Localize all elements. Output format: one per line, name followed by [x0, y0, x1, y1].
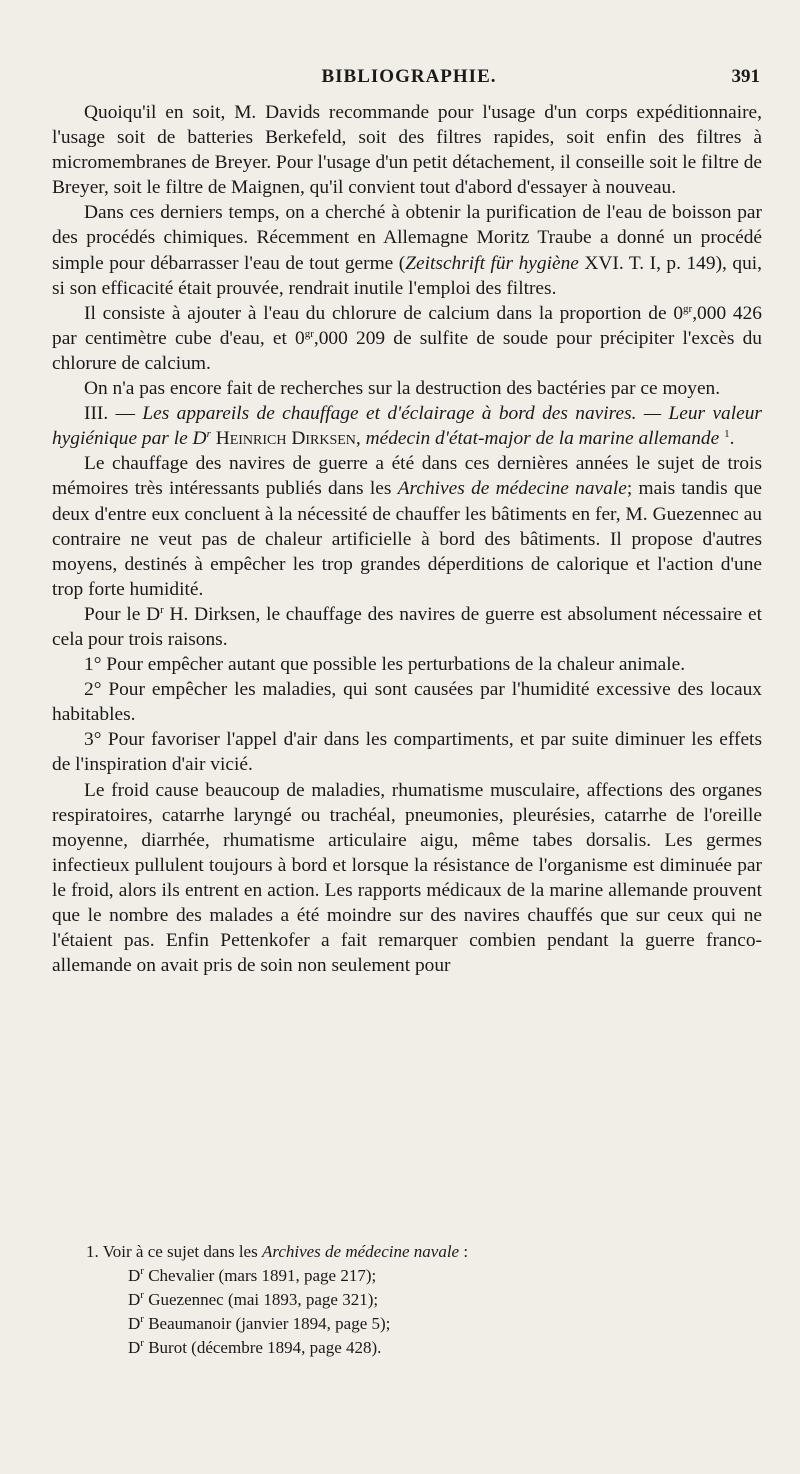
paragraph: On n'a pas encore fait de recherches sur la destruction des bactéries par ce moyen.: [84, 378, 721, 400]
text-span: D: [128, 1338, 141, 1357]
superscript: gr: [304, 327, 314, 340]
superscript: r: [140, 1313, 144, 1325]
footnote-item: [128, 1312, 756, 1336]
list-item: 1° Pour empêcher autant que possible les perturbations de la chaleur animale.: [84, 654, 686, 676]
text-span: Burot (décembre 1894, page 428).: [143, 1338, 382, 1357]
text-span: Pour le D: [84, 603, 161, 625]
journal-title: Archives de médecine navale: [261, 1242, 460, 1261]
text-span: XVI. T. I, p. 149), qui, si son efficacité était prouvée, rendrait inutile l'emploi des filtres.: [52, 252, 762, 299]
text-span: .: [729, 428, 735, 450]
text-span: Guezennec (mai 1893, page 321);: [143, 1290, 379, 1309]
superscript: gr: [683, 302, 693, 315]
journal-title: Zeitschrift für hygiène: [405, 252, 579, 274]
text-span: :: [459, 1242, 469, 1261]
paragraph: Quoiqu'il en soit, M. Davids recommande pour l'usage d'un corps expéditionnaire, l'usage soit de batteries Berkefeld, soit des filtres rapides, soit enfin des filtres à micromembranes de Breyer. Pour l'usage d'un petit détachement, il conseille soit le filtre de Breyer, soit le filtre de Maignen, qu'il convient tout d'abord d'essayer à nouveau.: [52, 102, 762, 199]
section-title: Les appareils de chauffage et d'éclairage à bord des navires. — Leur valeur hygiénique par le D: [52, 403, 762, 450]
text-span: Beaumanoir (janvier 1894, page 5);: [143, 1314, 391, 1333]
text-span: D: [128, 1266, 141, 1285]
section-title-cont: , médecin d'état-major de la marine allemande: [355, 428, 720, 450]
page-number: 391: [731, 66, 760, 87]
text-span: H. Dirksen, le chauffage des navires de guerre est absolument nécessaire et cela pour trois raisons.: [52, 603, 763, 650]
footnote-marker: 1: [724, 428, 730, 441]
superscript: r: [160, 603, 164, 616]
header-title: BIBLIOGRAPHIE.: [321, 66, 497, 87]
footnote-item: [128, 1264, 756, 1288]
running-header: [58, 66, 760, 96]
text-span: ,000 426 par centimètre cube d'eau, et 0: [52, 302, 762, 349]
journal-title: Archives de médecine navale: [397, 478, 627, 500]
superscript: r: [206, 428, 211, 441]
paragraph: [52, 200, 762, 300]
paragraph: [52, 301, 762, 376]
section-author: Heinrich Dirksen: [215, 428, 356, 450]
text-span: D: [128, 1290, 141, 1309]
list-item: 2° Pour empêcher les maladies, qui sont causées par l'humidité excessive des locaux habitables.: [52, 679, 762, 726]
text-span: Dans ces derniers temps, on a cherché à obtenir la purification de l'eau de boisson par des procédés chimiques. Récemment en Allemagne Moritz Traube a donné un procédé simple pour débarrasser l'eau de tout germe (: [52, 202, 762, 274]
paragraph: [52, 451, 762, 602]
superscript: r: [140, 1289, 144, 1301]
section-heading: [52, 401, 762, 451]
text-span: ,000 209 de sulfite de soude pour précipiter l'excès du chlorure de calcium.: [52, 327, 762, 374]
text-span: D: [128, 1314, 141, 1333]
footnote-item: [128, 1288, 756, 1312]
text-span: 1. Voir à ce sujet dans les: [86, 1242, 262, 1261]
list-item: 3° Pour favoriser l'appel d'air dans les compartiments, et par suite diminuer les effets de l'inspiration d'air vicié.: [52, 729, 762, 776]
text-span: Il consiste à ajouter à l'eau du chlorure de calcium dans la proportion de 0: [84, 302, 684, 324]
superscript: r: [140, 1337, 144, 1349]
paragraph: Le froid cause beaucoup de maladies, rhumatisme musculaire, affections des organes respiratoires, catarrhe laryngé ou trachéal, pneumonies, pleurésies, catarrhe de l'oreille moyenne, diarrhée, rhumatisme articulaire aigu, même tabes dorsalis. Les germes infectieux pullulent toujours à bord et lorsque la résistance de l'organisme est diminuée par le froid, alors ils entrent en action. Les rapports médicaux de la marine allemande prouvent que le nombre des malades a été moindre sur des navires chauffés que sur ceux qui ne l'étaient pas. Enfin Pettenkofer a fait remarquer combien pendant la guerre franco-allemande on avait pris de soin non seulement pour: [52, 779, 762, 977]
superscript: r: [140, 1265, 144, 1277]
footnote-list: [86, 1264, 756, 1360]
body-text: [52, 100, 762, 978]
footnote-item: [128, 1336, 756, 1360]
footnote-intro: [86, 1240, 756, 1264]
paragraph: [52, 602, 762, 652]
text-span: Chevalier (mars 1891, page 217);: [143, 1266, 377, 1285]
footnotes: [86, 1240, 756, 1360]
text-span: ; mais tandis que deux d'entre eux concluent à la nécessité de chauffer les bâtiments en fer, M. Guezennec au contraire ne veut pas de chaleur artificielle à bord des bâtiments. Il propose d'autres moyens, destinés à empêcher les trop grandes déperditions de calorique et l'action d'une trop forte humidité.: [52, 478, 762, 600]
section-number: III. —: [84, 403, 143, 425]
text-span: Le chauffage des navires de guerre a été dans ces dernières années le sujet de trois mémoires très intéressants publiés dans les: [52, 453, 762, 500]
